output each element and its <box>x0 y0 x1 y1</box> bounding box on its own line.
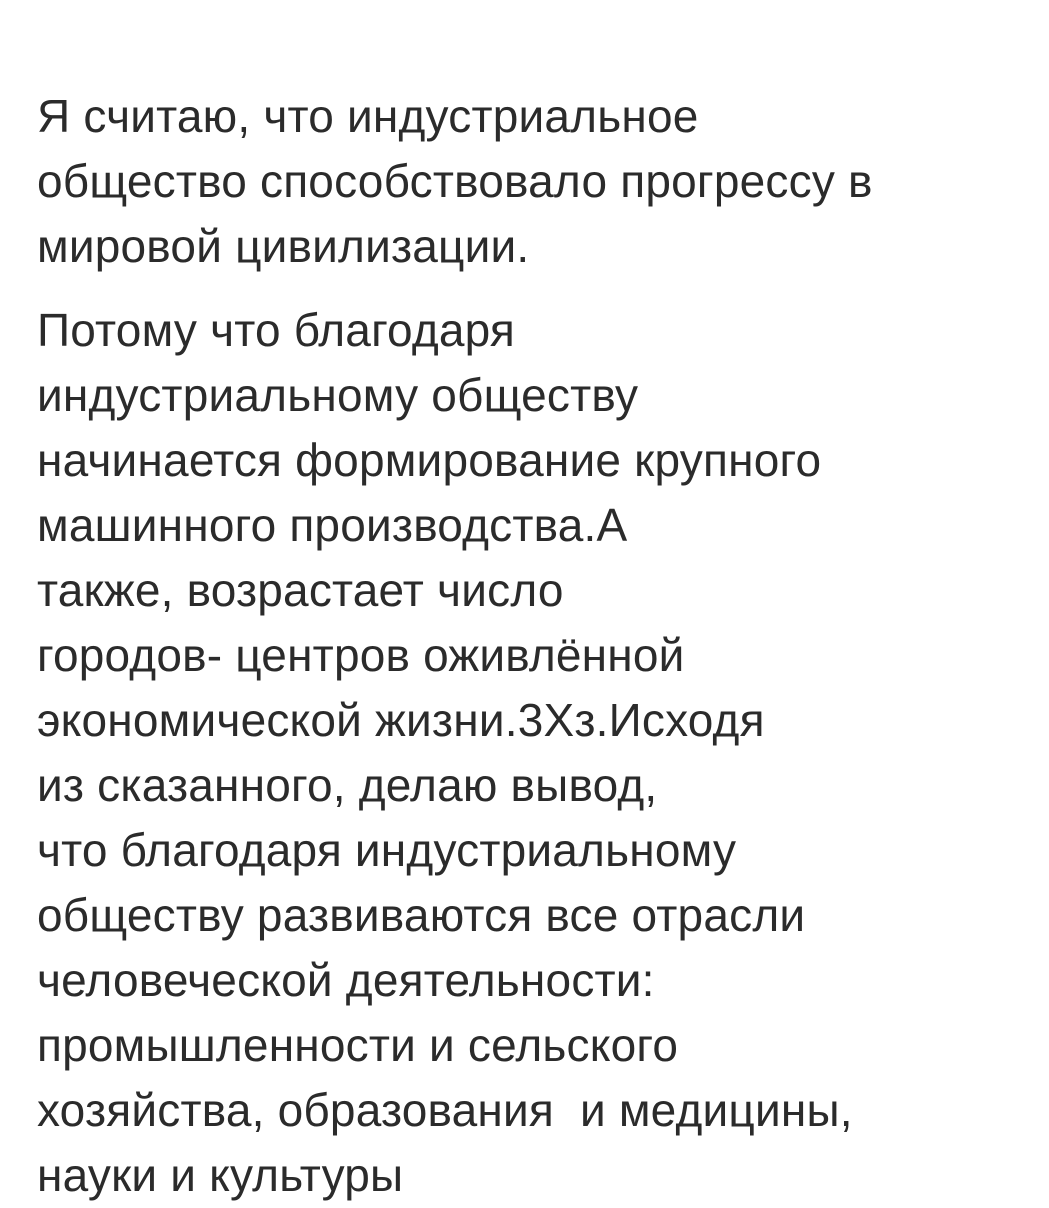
text-line: науки и культуры <box>37 1149 404 1201</box>
paragraph-opinion <box>37 84 1037 279</box>
text-line: промышленности и сельского <box>37 1019 679 1071</box>
text-line: Я считаю, что индустриальное <box>37 90 699 142</box>
text-line: начинается формирование крупного <box>37 434 822 486</box>
paragraph-argument <box>37 298 1037 1208</box>
text-line: машинного производства.А <box>37 499 628 551</box>
text-line: также, возрастает число <box>37 564 564 616</box>
text-line: городов- центров оживлённой <box>37 629 685 681</box>
text-line: мировой цивилизации. <box>37 220 530 272</box>
document-body <box>37 84 1037 1208</box>
text-line: хозяйства, образования и медицины, <box>37 1084 853 1136</box>
text-line: что благодаря индустриальному <box>37 824 737 876</box>
text-line: из сказанного, делаю вывод, <box>37 759 658 811</box>
text-line: обществу развиваются все отрасли <box>37 889 806 941</box>
text-line: человеческой деятельности: <box>37 954 655 1006</box>
text-line: индустриальному обществу <box>37 369 639 421</box>
text-line: общество способствовало прогрессу в <box>37 155 873 207</box>
text-line: экономической жизни.3Хз.Исходя <box>37 694 765 746</box>
text-line: Потому что благодаря <box>37 304 516 356</box>
